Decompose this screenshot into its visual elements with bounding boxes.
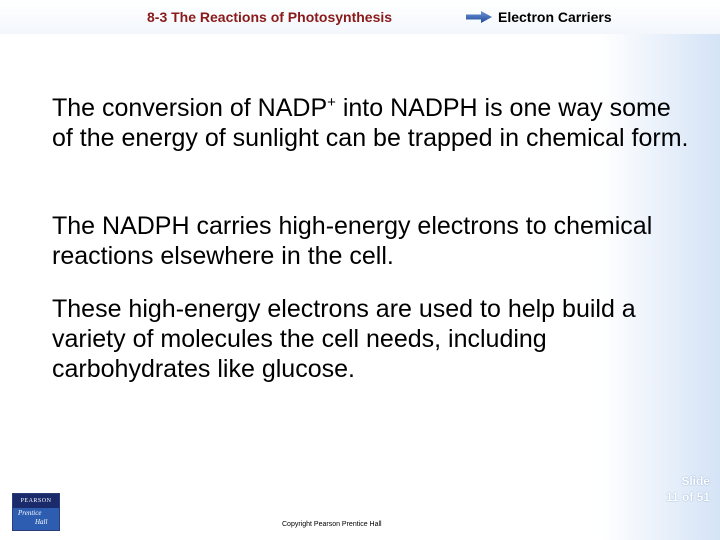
copyright-text: Copyright Pearson Prentice Hall: [282, 521, 382, 528]
paragraph-3: These high-energy electrons are used to help build a variety of molecules the cell needs, including carbohydrates like glucose.: [52, 295, 636, 383]
slide-count: 11 of 51: [665, 490, 710, 504]
publisher-logo: [12, 493, 60, 531]
paragraph-2: The NADPH carries high-energy electrons to chemical reactions elsewhere in the cell.: [52, 212, 653, 270]
paragraph-1: [52, 93, 692, 153]
slide-header: [0, 0, 720, 34]
slide-label: Slide: [681, 474, 710, 488]
paragraph-1-start: The conversion of NADP: [52, 94, 328, 122]
paragraph-1-end: into NADPH is one way some of the energy of sunlight can be trapped in chemical form.: [52, 94, 689, 152]
slide-number: [650, 473, 710, 505]
logo-prentice: Prentice: [18, 509, 42, 517]
arrow-right-icon: [466, 11, 492, 23]
paragraph-1-superscript: +: [327, 94, 336, 111]
logo-hall: Hall: [35, 518, 48, 526]
logo-pearson: PEARSON: [13, 494, 59, 508]
topic-title: Electron Carriers: [498, 9, 612, 25]
section-title: 8-3 The Reactions of Photosynthesis: [147, 9, 393, 25]
